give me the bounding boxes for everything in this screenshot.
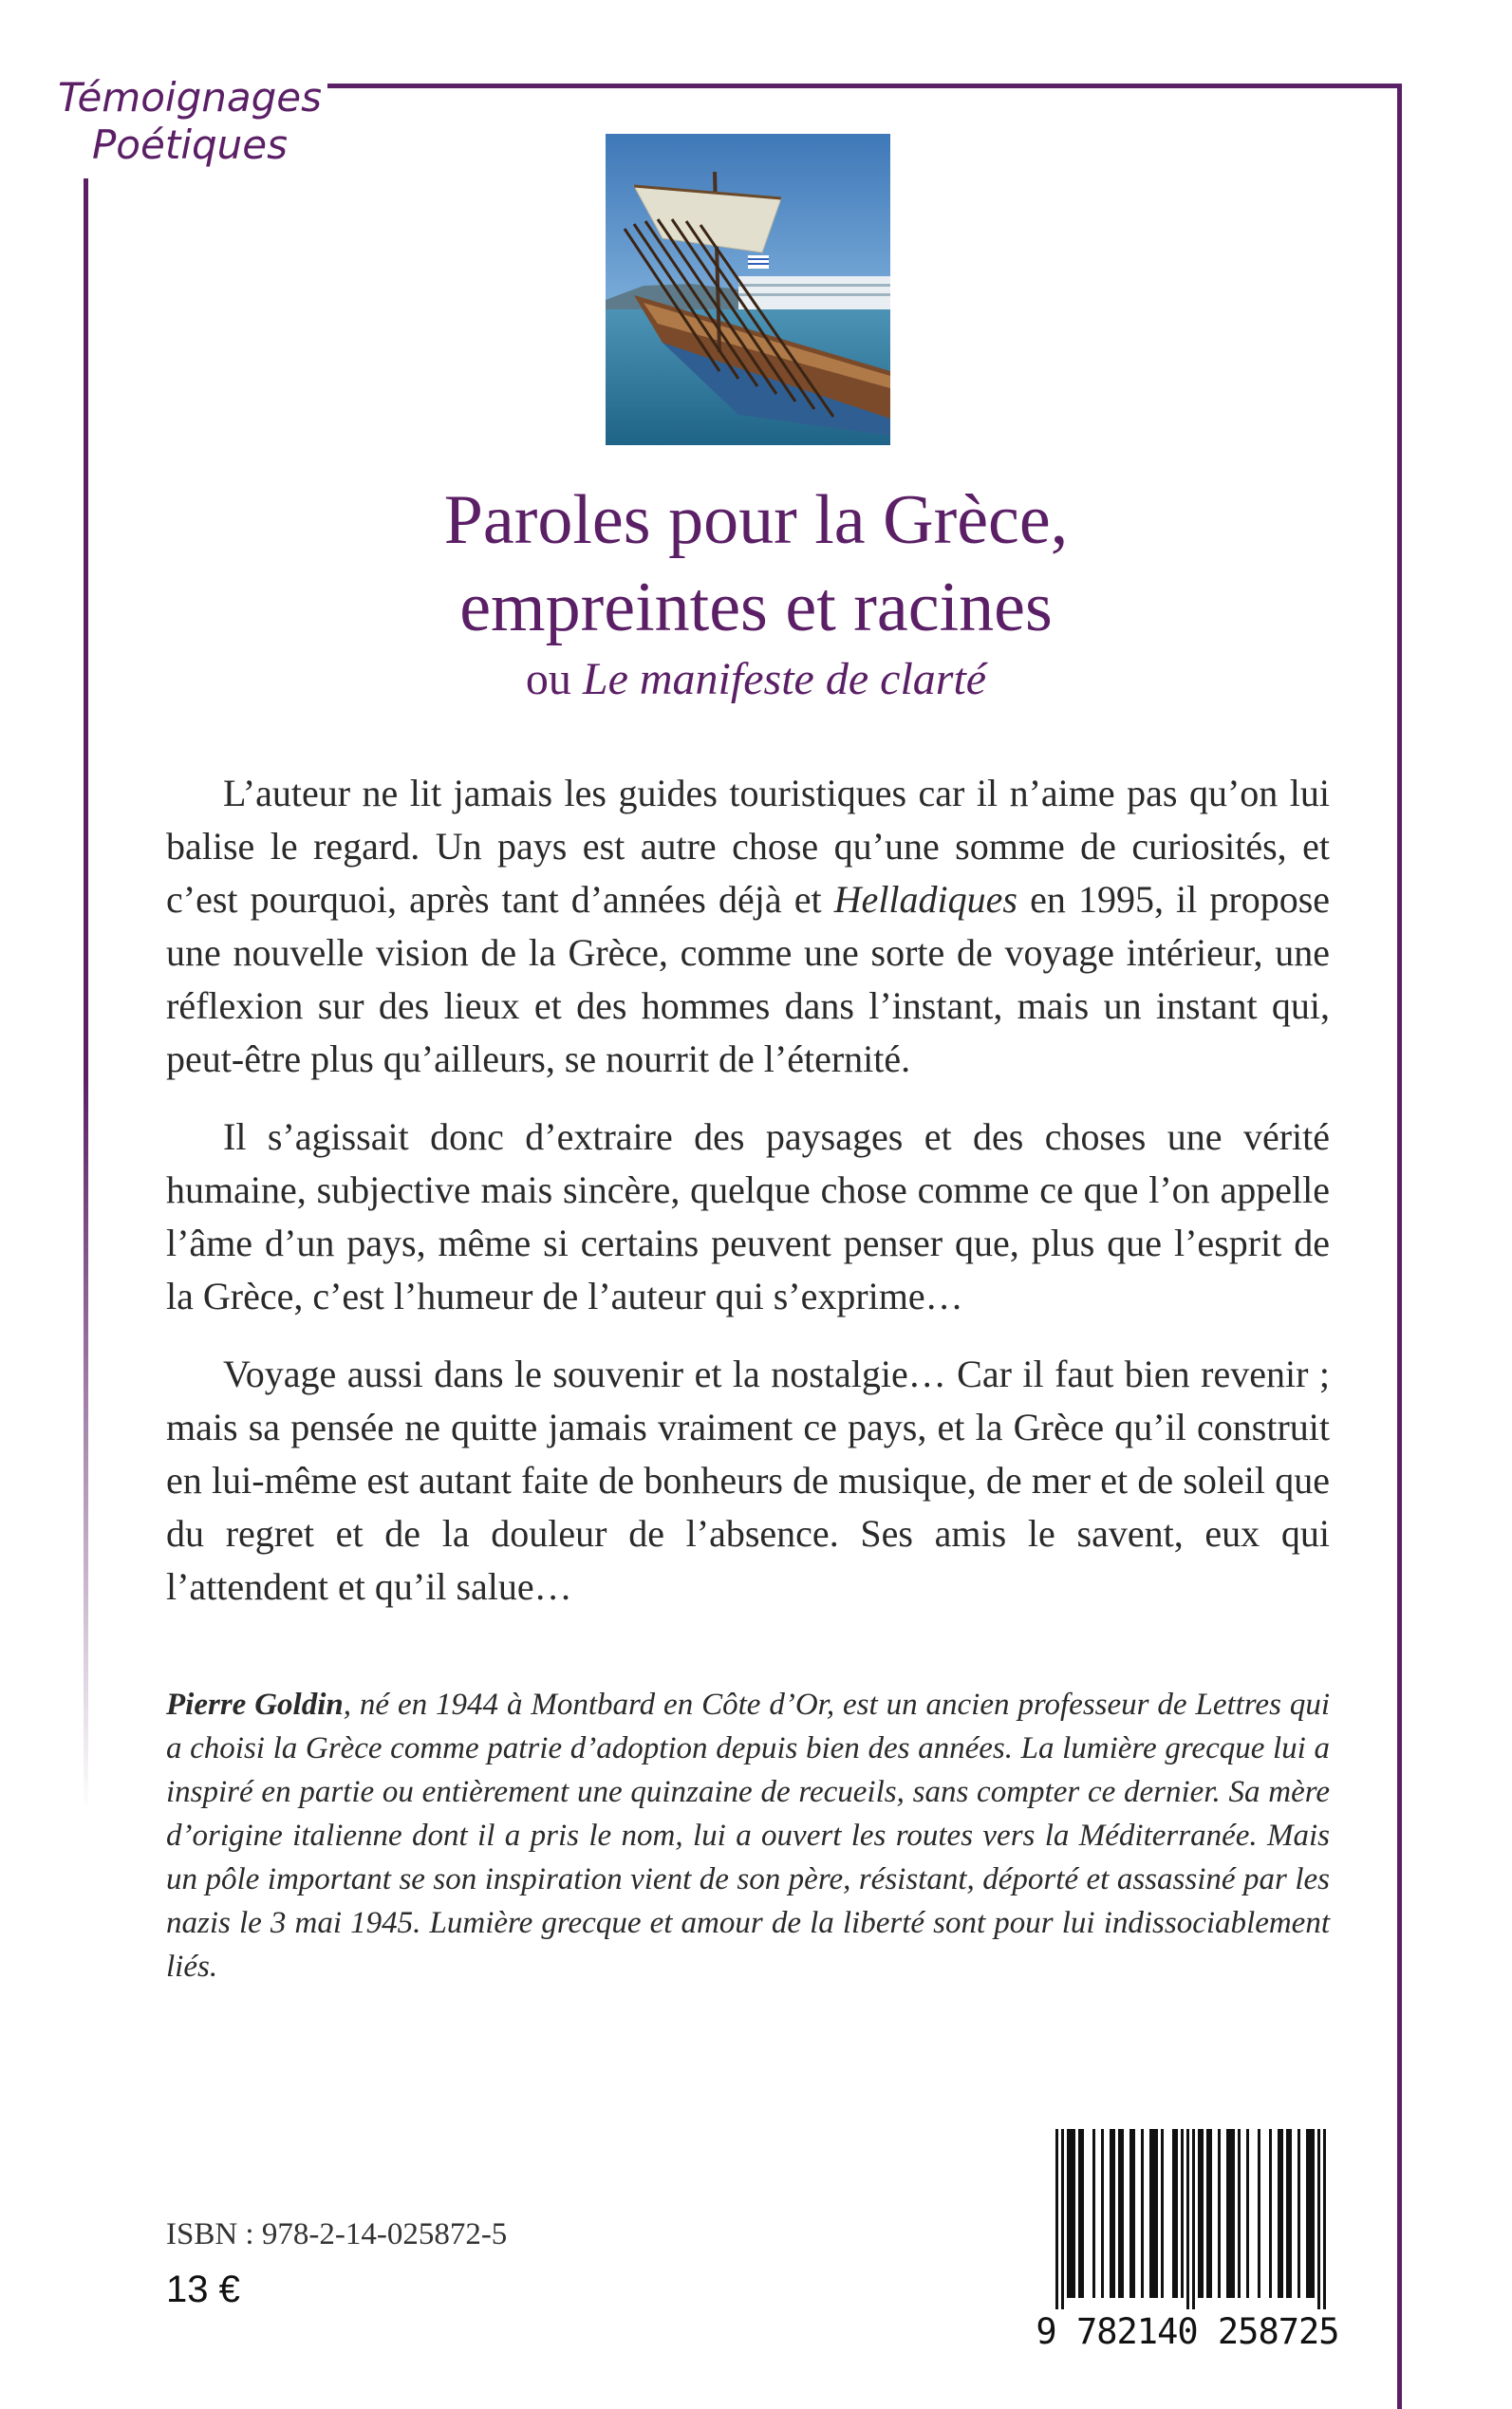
blurb-paragraph-1 xyxy=(166,767,1330,1086)
barcode-bar xyxy=(1309,2129,1312,2298)
title-line-1: Paroles pour la Grèce, xyxy=(443,481,1069,559)
barcode-bar xyxy=(1112,2129,1115,2298)
barcode-bar xyxy=(1317,2129,1320,2309)
author-bio-text: , né en 1944 à Montbard en Côte d’Or, est un ancien professeur de Lettres qui a choisi la Grèce comme patrie d’adoption depuis bien des années. La lumière grecque lui a inspiré en partie ou entièrement une quinzaine de recueils, sans compter ce dernier. Sa mère d’origine italienne dont il a pris le nom, lui a ouvert les routes vers la Méditerranée. Mais un pôle important se son inspiration vient de son père, résistant, déporté et assassiné par les nazis le 3 mai 1945. Lumière grecque et amour de la liberté sont pour lui indissociablement liés. xyxy=(166,1688,1330,1984)
barcode-bar xyxy=(1067,2129,1070,2298)
author-bio xyxy=(166,1683,1330,1989)
barcode-bar xyxy=(1297,2129,1300,2298)
isbn: ISBN : 978-2-14-025872-5 xyxy=(166,2217,508,2251)
barcode-bar xyxy=(1092,2129,1095,2298)
subtitle-italic: Le manifeste de clarté xyxy=(582,654,987,704)
barcode-bar xyxy=(1226,2129,1229,2298)
barcode-bar xyxy=(1181,2129,1184,2298)
barcode-bar xyxy=(1155,2129,1158,2298)
series-label-line1: Témoignages xyxy=(58,74,322,121)
barcode-bar xyxy=(1061,2129,1064,2309)
barcode-bar xyxy=(1070,2129,1073,2298)
barcode-bar xyxy=(1110,2129,1112,2298)
blurb-paragraph-2: Il s’agissait donc d’extraire des paysages et des choses une vérité humaine, subjective mais sincère, quelque chose comme ce que l’on appelle l’âme d’un pays, même si certains peuvent penser que, plus que l’esprit de la Grèce, c’est l’humeur de l’auteur qui s’exprime… xyxy=(166,1115,1330,1317)
blurb-paragraph-3: Voyage aussi dans le souvenir et la nostalgie… Car il faut bien revenir ; mais sa pensée ne quitte jamais vraiment ce pays, et la Grèce qu’il construit en lui-même est autant faite de bonheurs de musique, de mer et de soleil que du regret et de la douleur de l’absence. Ses amis le savent, eux qui l’attendent et qu’il salue… xyxy=(166,1353,1330,1608)
barcode-bar xyxy=(1055,2129,1058,2309)
barcode-bar xyxy=(1246,2129,1249,2298)
barcode-bar xyxy=(1238,2129,1241,2298)
barcode-bar xyxy=(1306,2129,1309,2298)
barcode-bar xyxy=(1121,2129,1124,2298)
frame-left-rule xyxy=(84,178,88,1811)
barcode-bar xyxy=(1289,2129,1292,2298)
barcode-bar xyxy=(1229,2129,1232,2298)
blurb xyxy=(166,767,1330,1638)
barcode-bar xyxy=(1198,2129,1201,2298)
barcode-bar xyxy=(1172,2129,1175,2298)
barcode-bar xyxy=(1129,2129,1132,2298)
subtitle-prefix: ou xyxy=(525,654,583,704)
barcode-bar xyxy=(1278,2129,1280,2298)
frame-right-rule xyxy=(1397,84,1402,2409)
series-label xyxy=(52,74,327,169)
barcode-bar xyxy=(1118,2129,1121,2298)
barcode-bar xyxy=(1232,2129,1235,2298)
ship-photo-illustration xyxy=(606,134,890,445)
barcode-bar xyxy=(1258,2129,1260,2298)
barcode-bar xyxy=(1286,2129,1289,2298)
barcode-bar xyxy=(1152,2129,1155,2298)
price: 13 € xyxy=(166,2269,240,2310)
barcode xyxy=(1035,2129,1340,2357)
barcode-bar xyxy=(1175,2129,1178,2298)
blurb-p1-italic: Helladiques xyxy=(833,878,1017,921)
barcode-bar xyxy=(1078,2129,1081,2298)
barcode-bar xyxy=(1149,2129,1152,2298)
barcode-bar xyxy=(1132,2129,1135,2298)
barcode-bar xyxy=(1312,2129,1315,2298)
barcode-bar xyxy=(1218,2129,1221,2298)
blurb-p1-after: en 1995, il propose une nouvelle vision de la Grèce, comme une sorte de voyage intérieur, une réflexion sur des lieux et des hommes dans l’instant, mais un instant qui, peut-être plus qu’ailleurs, se nourrit de l’éternité. xyxy=(166,878,1331,1080)
barcode-bar xyxy=(1161,2129,1164,2298)
barcode-bar xyxy=(1209,2129,1212,2298)
blurb-p1-before: L’auteur ne lit jamais les guides touristiques car il n’aime pas qu’on lui balise le regard. Un pays est autre chose qu’une somme de curiosités, et c’est pourquoi, après tant d’années déjà et xyxy=(166,772,1330,921)
subtitle xyxy=(285,651,1227,708)
barcode-bar xyxy=(1280,2129,1283,2298)
barcode-bar xyxy=(1081,2129,1084,2298)
author-name: Pierre Goldin xyxy=(166,1688,344,1722)
barcode-bar xyxy=(1201,2129,1204,2298)
barcode-bars xyxy=(1035,2129,1340,2309)
cover-photo xyxy=(606,134,890,445)
barcode-bar xyxy=(1269,2129,1272,2298)
frame-top-rule xyxy=(327,84,1402,88)
series-label-line2: Poétiques xyxy=(91,121,288,168)
barcode-bar xyxy=(1101,2129,1104,2298)
barcode-bar xyxy=(1073,2129,1075,2298)
barcode-bar xyxy=(1192,2129,1195,2309)
barcode-bar xyxy=(1186,2129,1189,2309)
barcode-bar xyxy=(1323,2129,1326,2309)
barcode-digits: 9 782140 258725 xyxy=(1036,2311,1339,2352)
barcode-bar xyxy=(1141,2129,1144,2298)
title-block xyxy=(285,476,1227,708)
title-line-2: empreintes et racines xyxy=(459,569,1053,646)
barcode-bar xyxy=(1206,2129,1209,2298)
